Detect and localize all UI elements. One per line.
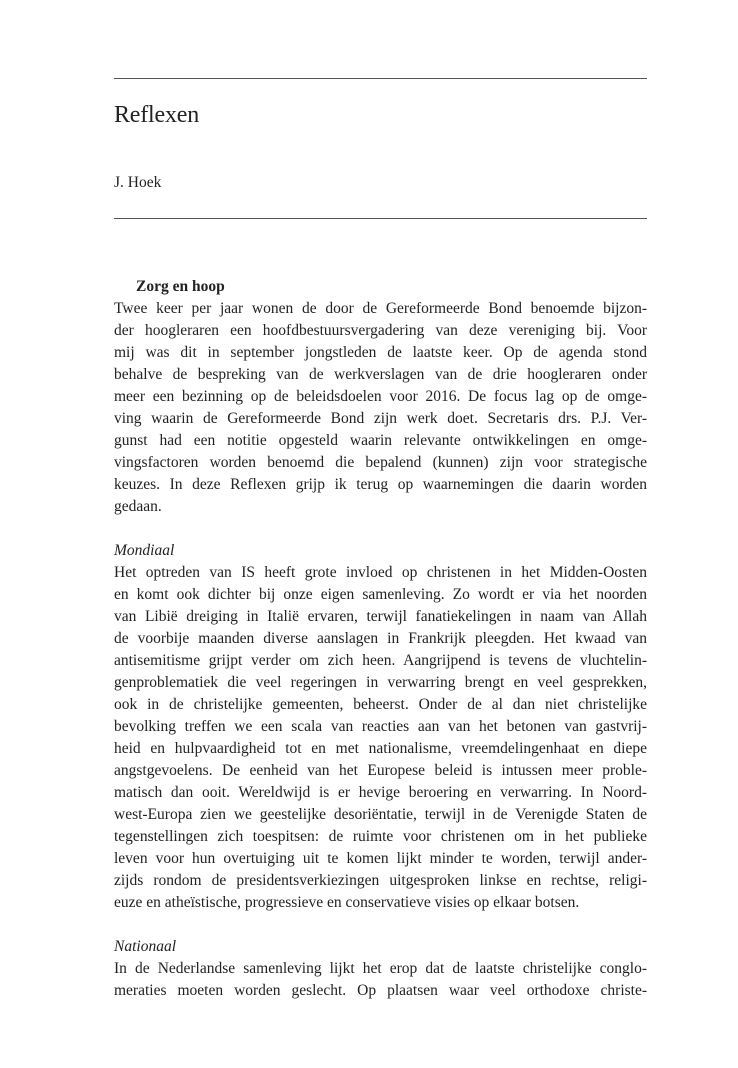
body-text-line: ving waarin de Gereformeerde Bond zijn werk doet. Secretaris drs. P.J. Ver- (114, 410, 647, 427)
body-text-line: heid en hulpvaardigheid tot en met nationalisme, vreemdelingenhaat en diepe (114, 740, 647, 757)
article-title: Reflexen (114, 102, 200, 128)
body-text-line: zijds rondom de presidentsverkiezingen uitgesproken linkse en rechtse, religi- (114, 872, 647, 889)
section-heading: Nationaal (114, 938, 177, 955)
body-text-line: behalve de bespreking van de werkverslagen van de drie hoogleraren onder (114, 366, 647, 383)
body-text-line: In de Nederlandse samenleving lijkt het erop dat de laatste christelijke conglo- (114, 960, 647, 977)
paragraph-gap (114, 914, 647, 936)
body-text-line: matisch dan ooit. Wereldwijd is er hevige beroering en verwarring. In Noord- (114, 784, 647, 801)
author-name: J. Hoek (114, 174, 162, 191)
body-text-line: genproblematiek die veel regeringen in verwarring brengt en veel gesprekken, (114, 674, 647, 691)
body-text-line: west-Europa zien we geestelijke desoriëntatie, terwijl in de Verenigde Staten de (114, 806, 647, 823)
body-text-line: vingsfactoren worden benoemd die bepalend (kunnen) zijn voor strategische (114, 454, 647, 471)
body-text-line: angstgevoelens. De eenheid van het Europese beleid is intussen meer proble- (114, 762, 647, 779)
article-body (114, 276, 647, 1002)
body-text-line: antisemitisme grijpt verder om zich heen. Aangrijpend is tevens de vluchtelin- (114, 652, 647, 669)
body-text-line: Het optreden van IS heeft grote invloed op christenen in het Midden-Oosten (114, 564, 647, 581)
body-text-line: tegenstellingen zich toespitsen: de ruimte voor christenen om in het publieke (114, 828, 647, 845)
body-text-line: euze en atheïstische, progressieve en conservatieve visies op elkaar botsen. (114, 894, 580, 911)
body-text-line: ook in de christelijke gemeenten, beheerst. Onder de al dan niet christelijke (114, 696, 647, 713)
body-text-line: meraties moeten worden geslecht. Op plaatsen waar veel orthodoxe christe- (114, 982, 647, 999)
body-text-line: Twee keer per jaar wonen de door de Gereformeerde Bond benoemde bijzon- (114, 300, 647, 317)
top-rule (114, 78, 647, 79)
body-text-line: van Libië dreiging in Italië ervaren, terwijl fanatiekelingen in naam van Allah (114, 608, 647, 625)
body-text-line: mij was dit in september jongstleden de laatste keer. Op de agenda stond (114, 344, 647, 361)
body-text-line: gunst had een notitie opgesteld waarin relevante ontwikkelingen en omge- (114, 432, 647, 449)
body-text-line: der hoogleraren een hoofdbestuursvergadering van deze vereniging bij. Voor (114, 322, 647, 339)
body-text-line: keuzes. In deze Reflexen grijp ik terug op waarnemingen die daarin worden (114, 476, 647, 493)
body-text-line: meer een bezinning op de beleidsdoelen voor 2016. De focus lag op de omge- (114, 388, 647, 405)
body-text-line: de voorbije maanden diverse aanslagen in Frankrijk pleegden. Het kwaad van (114, 630, 647, 647)
paragraph-gap (114, 518, 647, 540)
bottom-rule (114, 218, 647, 219)
section-heading: Zorg en hoop (136, 278, 225, 295)
body-text-line: en komt ook dichter bij onze eigen samenleving. Zo wordt er via het noorden (114, 586, 647, 603)
body-text-line: gedaan. (114, 498, 162, 515)
body-text-line: bevolking treffen we een scala van reacties aan van het betonen van gastvrij- (114, 718, 647, 735)
section-heading: Mondiaal (114, 542, 175, 559)
body-text-line: leven voor hun overtuiging uit te komen lijkt minder te worden, terwijl ander- (114, 850, 647, 867)
